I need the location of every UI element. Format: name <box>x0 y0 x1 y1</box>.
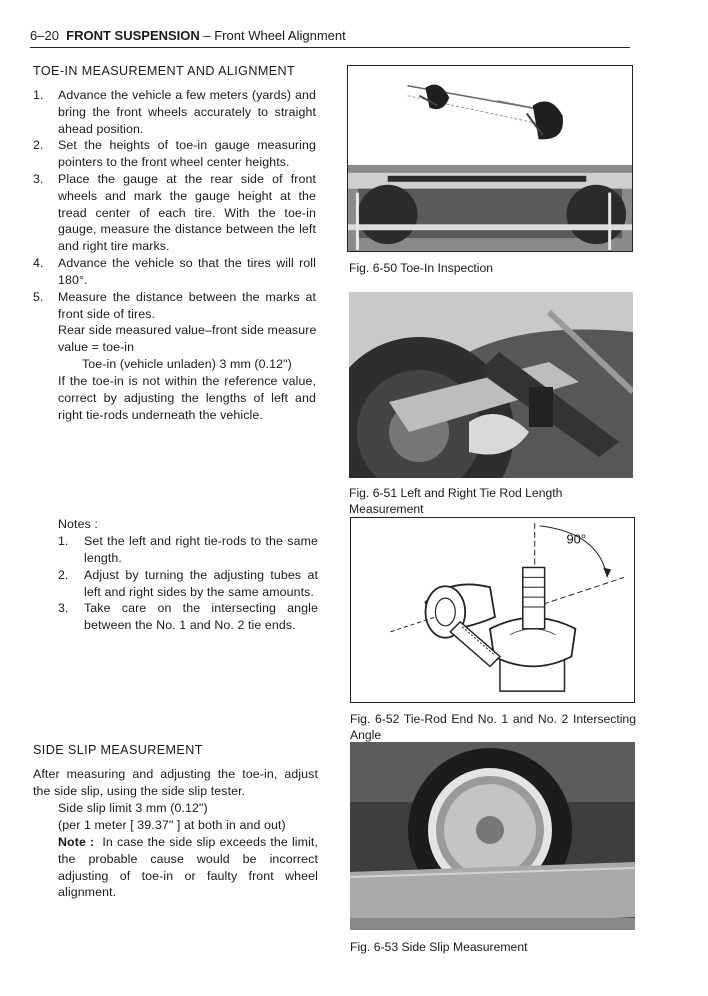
step-text: Place the gauge at the rear side of front wheels and mark the gauge height at the tread center of each tire. With the toe-in gauge, measure the distance between the left and right tire marks. <box>58 172 316 254</box>
formula-line: Rear side measured value–front side measure <box>58 323 317 337</box>
note-text: Adjust by turning the adjusting tubes at left and right sides by the same amounts. <box>84 568 318 599</box>
step-number: 3. <box>33 172 44 186</box>
side-slip-per-meter: (per 1 meter [ 39.37" ] at both in and out) <box>58 818 286 832</box>
subsection-title: – Front Wheel Alignment <box>199 28 346 43</box>
step-text: Set the heights of toe-in gauge measuring pointers to the front wheel center heights. <box>58 138 316 169</box>
side-slip-heading: SIDE SLIP MEASUREMENT <box>33 743 203 757</box>
toe-in-heading: TOE-IN MEASUREMENT AND ALIGNMENT <box>33 64 296 78</box>
note-text: Take care on the intersecting angle between the No. 1 and No. 2 tie ends. <box>84 601 318 632</box>
toe-in-spec: Toe-in (vehicle unladen) 3 mm (0.12") <box>82 357 292 371</box>
note-text: In case the side slip exceeds the limit, the probable cause would be incorrect adjusting of toe-in or faulty front wheel alignment. <box>58 835 319 900</box>
adjust-text: If the toe-in is not within the reference value, correct by adjusting the lengths of left and right tie-rods underneath the vehicle. <box>58 374 316 422</box>
figure-caption: Fig. 6-53 Side Slip Measurement <box>350 940 528 954</box>
page-header <box>30 28 346 43</box>
note-number: 3. <box>58 601 69 615</box>
angle-label: 90° <box>566 531 586 547</box>
step-text: Advance the vehicle a few meters (yards) and bring the front wheels accurately to straight ahead position. <box>58 88 316 136</box>
formula-line: value = toe-in <box>58 340 135 354</box>
figure-caption: Fig. 6-52 Tie-Rod End No. 1 and No. 2 Intersecting Angle <box>350 712 636 742</box>
note-label: Note : <box>58 835 95 849</box>
step-text: Advance the vehicle so that the tires will roll 180°. <box>58 256 316 287</box>
side-slip-note <box>58 834 318 901</box>
step-number: 5. <box>33 290 44 304</box>
section-title: FRONT SUSPENSION <box>66 28 200 43</box>
step-text: Measure the distance between the marks at front side of tires. <box>58 290 316 321</box>
figure-caption: Fig. 6-51 Left and Right Tie Rod Length Measurement <box>349 486 563 516</box>
step-number: 2. <box>33 138 44 152</box>
figure-caption: Fig. 6-50 Toe-In Inspection <box>349 261 494 275</box>
note-number: 1. <box>58 534 69 548</box>
figure-tie-rod-length <box>349 292 633 478</box>
page-number: 6–20 <box>30 28 59 43</box>
side-slip-intro: After measuring and adjusting the toe-in, adjust the side slip, using the side slip tester. <box>33 767 318 798</box>
step-number: 4. <box>33 256 44 270</box>
header-rule <box>30 47 630 48</box>
note-number: 2. <box>58 568 69 582</box>
notes-heading: Notes : <box>58 517 98 531</box>
note-text: Set the left and right tie-rods to the same length. <box>84 534 318 565</box>
figure-intersecting-angle <box>350 517 635 703</box>
figure-side-slip-measurement <box>350 742 635 930</box>
side-slip-limit: Side slip limit 3 mm (0.12") <box>58 801 208 815</box>
figure-toe-in-inspection <box>347 65 633 252</box>
step-number: 1. <box>33 88 44 102</box>
